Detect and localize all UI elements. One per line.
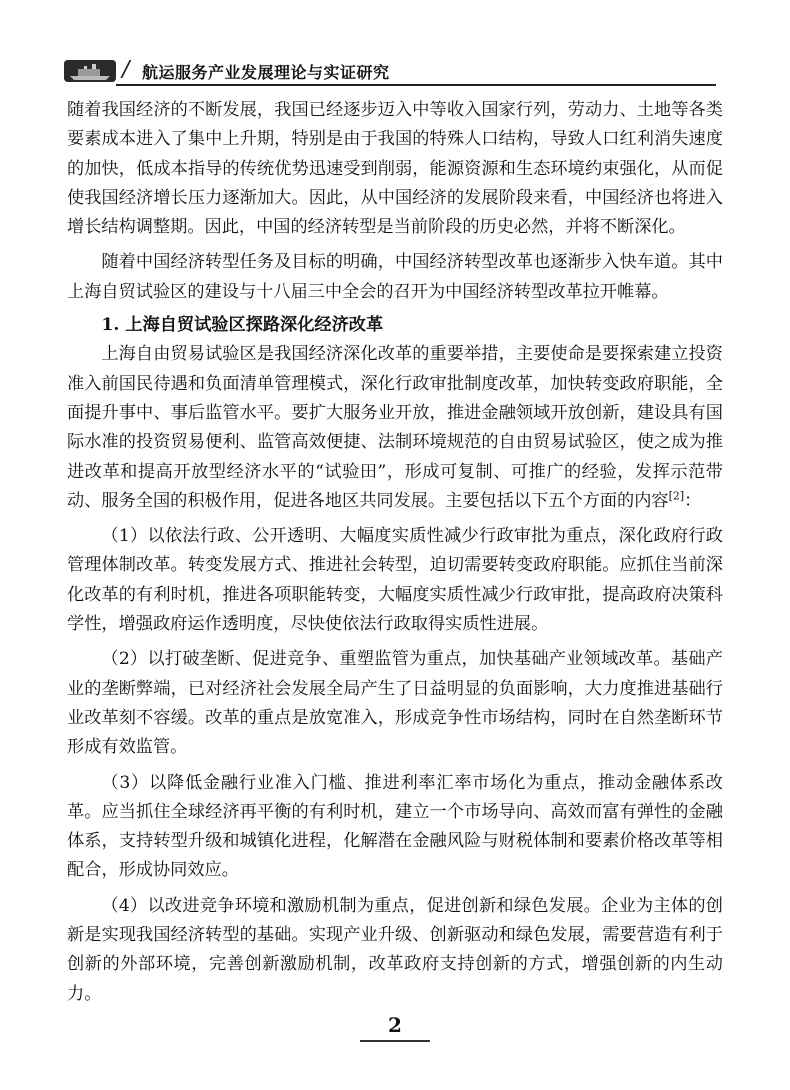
list-item: （2）以打破垄断、促进竞争、重塑监管为重点，加快基础产业领域改革。基础产业的垄断弊端，已对经济社会发展全局产生了日益明显的负面影响，大力度推进基础行业改革刻不容缓。改革的重点是放宽准入，形成竞争性市场结构，同时在自然垄断环节形成有效监管。 [67,649,723,758]
header-rule [116,84,716,86]
list-item: （4）以改进竞争环境和激励机制为重点，促进创新和绿色发展。企业为主体的创新是实现我国经济转型的基础。实现产业升级、创新驱动和绿色发展，需要营造有利于创新的外部环境，完善创新激励机制，改革政府支持创新的方式，增强创新的内生动力。 [67,895,723,1004]
running-header [56,56,716,86]
citation-marker: [2] [668,489,685,503]
section-paragraph-tail: ： [684,490,702,511]
section-heading: 1. 上海自贸试验区探路深化经济改革 [101,315,384,336]
page-body [67,96,723,1009]
book-title: 航运服务产业发展理论与实证研究 [142,63,390,82]
page-number-rule [360,1040,430,1042]
header-slash-mark: ∕ [122,57,130,82]
section-paragraph-text: 上海自由贸易试验区是我国经济深化改革的重要举措，主要使命是要探索建立投资准入前国民待遇和负面清单管理模式，深化行政审批制度改革，加快转变政府职能，全面提升事中、事后监管水平。要扩大服务业开放，推进金融领域开放创新，建设具有国际水准的投资贸易便利、监管高效便捷、法制环境规范的自由贸易试验区，使之成为推进改革和提高开放型经济水平的“试验田”，形成可复制、可推广的经验，发挥示范带动、服务全国的积极作用，促进各地区共同发展。主要包括以下五个方面的内容 [67,344,723,511]
ship-icon [64,60,116,82]
section-paragraph [67,340,723,516]
page-number: 2 [388,1013,402,1037]
paragraph: 随着中国经济转型任务及目标的明确，中国经济转型改革也逐渐步入快车道。其中上海自贸试验区的建设与十八届三中全会的召开为中国经济转型改革拉开帷幕。 [67,252,723,302]
paragraph: 随着我国经济的不断发展，我国已经逐步迈入中等收入国家行列，劳动力、土地等各类要素成本进入了集中上升期，特别是由于我国的特殊人口结构，导致人口红利消失速度的加快，低成本指导的传统优势迅速受到削弱，能源资源和生态环境约束强化，从而促使我国经济增长压力逐渐加大。因此，从中国经济的发展阶段来看，中国经济也将进入增长结构调整期。因此，中国的经济转型是当前阶段的历史必然，并将不断深化。 [67,100,723,238]
list-item: （3）以降低金融行业准入门槛、推进利率汇率市场化为重点，推动金融体系改革。应当抓住全球经济再平衡的有利时机，建立一个市场导向、高效而富有弹性的金融体系，支持转型升级和城镇化进程，化解潜在金融风险与财税体制和要素价格改革等相配合，形成协同效应。 [67,772,723,881]
list-item: （1）以依法行政、公开透明、大幅度实质性减少行政审批为重点，深化政府行政管理体制改革。转变发展方式、推进社会转型，迫切需要转变政府职能。应抓住当前深化改革的有利时机，推进各项职能转变，大幅度实质性减少行政审批，提高政府决策科学性，增强政府运作透明度，尽快使依法行政取得实质性进展。 [67,526,723,635]
